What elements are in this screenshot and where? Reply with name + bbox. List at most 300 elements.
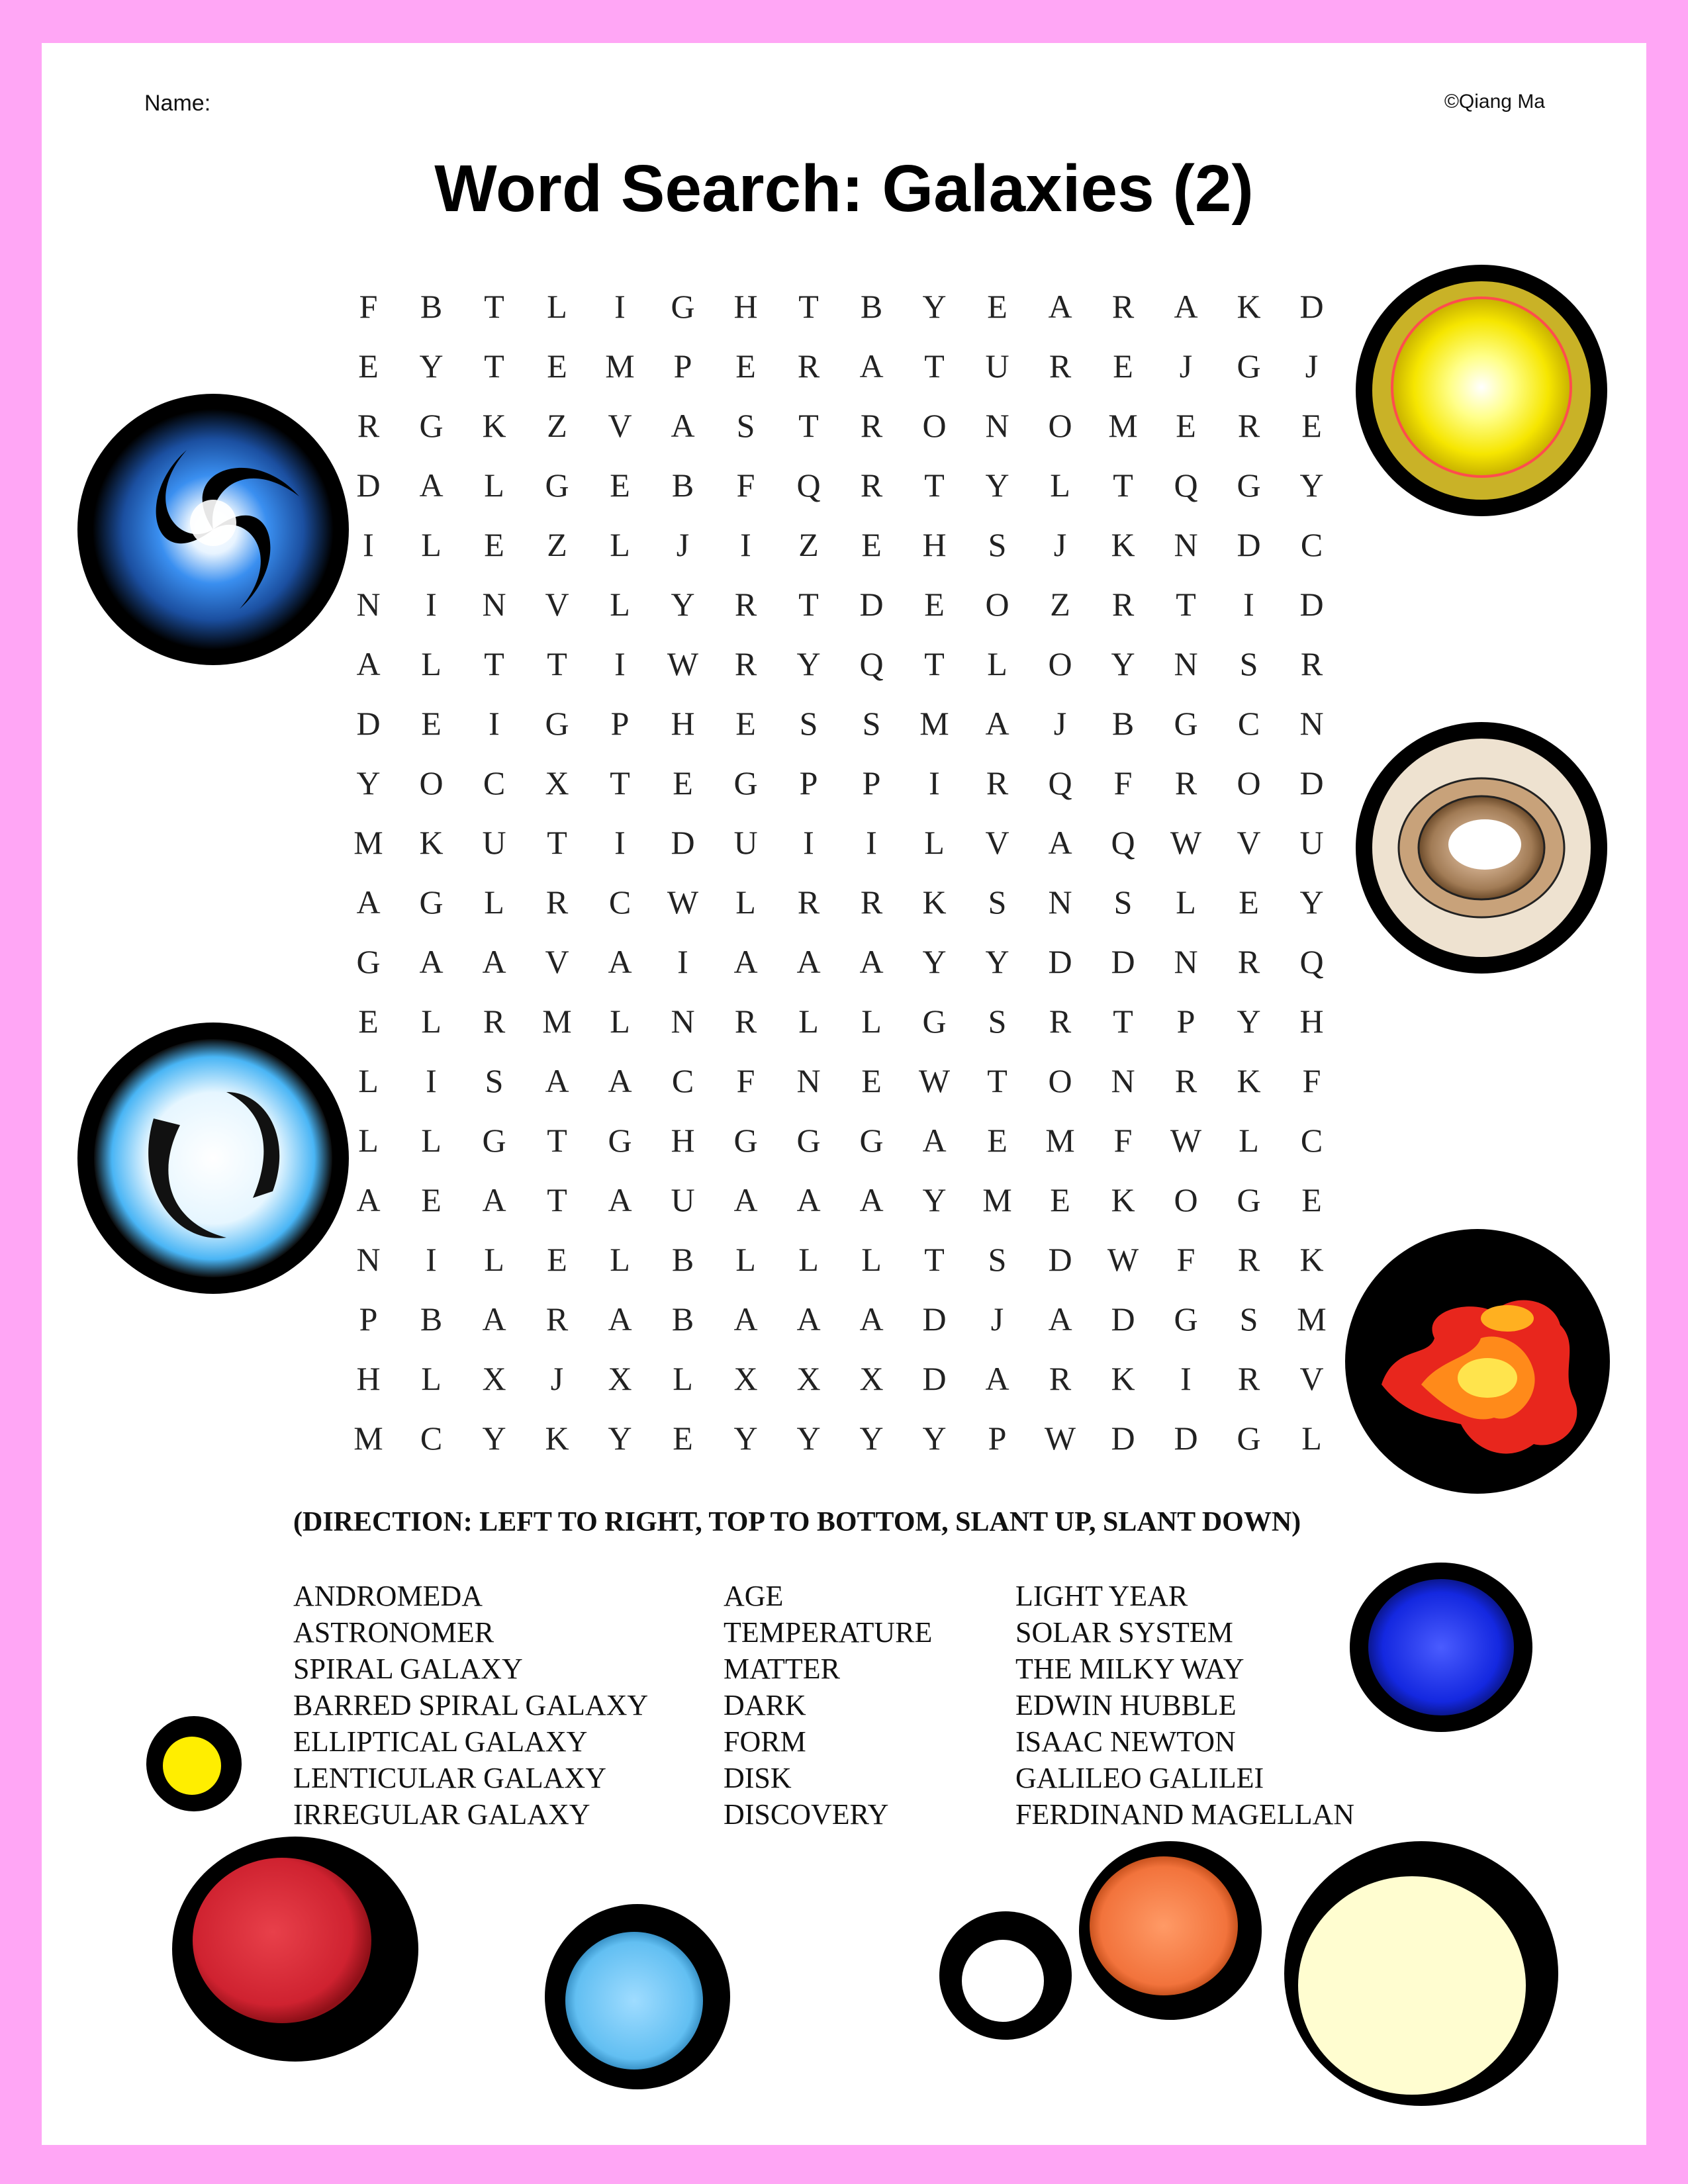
grid-letter: L: [610, 526, 630, 563]
grid-letter: Q: [1299, 943, 1324, 980]
grid-letter: G: [859, 1122, 884, 1159]
grid-letter: G: [796, 1122, 821, 1159]
grid-letter: N: [356, 586, 381, 623]
grid-letter: L: [1239, 1122, 1259, 1159]
grid-letter: H: [733, 288, 758, 325]
grid-letter: Y: [1299, 884, 1324, 921]
grid-letter: K: [922, 884, 947, 921]
grid-letter: S: [988, 1003, 1007, 1040]
grid-letter: D: [1111, 943, 1135, 980]
grid-letter: G: [608, 1122, 632, 1159]
grid-letter: V: [545, 943, 569, 980]
grid-letter: D: [1174, 1420, 1198, 1457]
grid-letter: D: [1048, 1241, 1072, 1278]
word-list-item: DARK: [724, 1689, 806, 1721]
grid-letter: N: [356, 1241, 381, 1278]
grid-letter: L: [610, 1003, 630, 1040]
grid-letter: Y: [356, 764, 381, 801]
grid-letter: H: [671, 1122, 695, 1159]
grid-letter: P: [673, 347, 692, 385]
grid-letter: L: [861, 1003, 882, 1040]
grid-letter: Y: [922, 943, 947, 980]
word-list-item: LIGHT YEAR: [1015, 1580, 1188, 1612]
grid-letter: D: [1299, 586, 1324, 623]
grid-letter: N: [796, 1062, 821, 1099]
grid-letter: X: [859, 1360, 884, 1397]
grid-letter: R: [357, 407, 380, 444]
grid-letter: W: [667, 884, 699, 921]
word-list-item: LENTICULAR GALAXY: [293, 1762, 606, 1794]
grid-letter: E: [987, 1122, 1008, 1159]
grid-letter: Y: [796, 1420, 821, 1457]
grid-letter: G: [1174, 1300, 1198, 1338]
grid-letter: A: [419, 943, 444, 980]
grid-letter: I: [1180, 1360, 1192, 1397]
grid-letter: A: [356, 645, 381, 682]
grid-letter: R: [1237, 1360, 1260, 1397]
grid-letter: J: [550, 1360, 564, 1397]
grid-letter: A: [733, 1181, 758, 1218]
grid-letter: J: [990, 1300, 1004, 1338]
grid-letter: K: [1111, 1181, 1135, 1218]
grid-letter: T: [547, 1122, 567, 1159]
grid-letter: I: [614, 824, 626, 861]
grid-letter: D: [356, 467, 381, 504]
grid-letter: I: [426, 1241, 437, 1278]
grid-letter: T: [924, 467, 945, 504]
lenticular-galaxy-icon: [1352, 719, 1611, 977]
grid-letter: L: [610, 586, 630, 623]
grid-letter: L: [421, 1360, 442, 1397]
grid-letter: B: [671, 1300, 694, 1338]
orange-planet-icon: [1078, 1840, 1263, 2022]
grid-letter: Y: [922, 1420, 947, 1457]
grid-letter: W: [1044, 1420, 1076, 1457]
grid-letter: T: [924, 1241, 945, 1278]
grid-letter: X: [796, 1360, 821, 1397]
grid-letter: A: [1048, 824, 1072, 861]
word-list-item: MATTER: [724, 1653, 840, 1685]
grid-letter: A: [796, 943, 821, 980]
grid-letter: I: [740, 526, 751, 563]
grid-letter: R: [860, 467, 883, 504]
grid-letter: E: [861, 526, 882, 563]
grid-letter: M: [1108, 407, 1138, 444]
grid-letter: G: [545, 467, 569, 504]
grid-letter: N: [1174, 526, 1198, 563]
grid-letter: V: [1237, 824, 1261, 861]
grid-letter: R: [1111, 586, 1135, 623]
grid-letter: L: [484, 1241, 504, 1278]
grid-letter: L: [1050, 467, 1070, 504]
grid-letter: D: [1111, 1420, 1135, 1457]
grid-letter: L: [735, 884, 756, 921]
grid-letter: R: [1049, 1360, 1072, 1397]
grid-letter: N: [1174, 943, 1198, 980]
grid-letter: N: [985, 407, 1009, 444]
grid-letter: S: [1239, 1300, 1258, 1338]
grid-letter: I: [614, 288, 626, 325]
grid-letter: Y: [419, 347, 444, 385]
grid-letter: G: [356, 943, 381, 980]
grid-letter: V: [545, 586, 569, 623]
grid-letter: E: [547, 1241, 567, 1278]
grid-letter: R: [734, 1003, 757, 1040]
grid-letter: E: [1113, 347, 1133, 385]
grid-letter: L: [1176, 884, 1196, 921]
grid-letter: T: [1113, 467, 1133, 504]
grid-letter: L: [798, 1003, 819, 1040]
grid-letter: R: [986, 764, 1009, 801]
grid-letter: O: [1237, 764, 1261, 801]
grid-letter: Y: [1299, 467, 1324, 504]
grid-letter: P: [988, 1420, 1007, 1457]
grid-letter: M: [982, 1181, 1012, 1218]
grid-letter: B: [671, 1241, 694, 1278]
grid-letter: Y: [1237, 1003, 1261, 1040]
grid-letter: A: [545, 1062, 569, 1099]
word-list-item: SPIRAL GALAXY: [293, 1653, 523, 1685]
grid-letter: U: [482, 824, 506, 861]
grid-letter: W: [918, 1062, 951, 1099]
grid-letter: D: [356, 705, 381, 742]
word-list-item: AGE: [724, 1580, 784, 1612]
grid-letter: L: [421, 526, 442, 563]
grid-letter: I: [929, 764, 940, 801]
grid-letter: J: [1305, 347, 1319, 385]
grid-letter: K: [1111, 526, 1135, 563]
grid-letter: A: [733, 943, 758, 980]
grid-letter: I: [1243, 586, 1254, 623]
grid-letter: U: [985, 347, 1009, 385]
grid-letter: T: [547, 824, 567, 861]
grid-letter: U: [1299, 824, 1324, 861]
grid-letter: E: [610, 467, 630, 504]
spiral-galaxy-icon: [74, 390, 352, 668]
grid-letter: A: [1048, 1300, 1072, 1338]
grid-letter: A: [671, 407, 695, 444]
grid-letter: J: [1053, 526, 1067, 563]
yellow-sun-icon: [1352, 261, 1611, 520]
grid-letter: P: [799, 764, 818, 801]
grid-letter: R: [860, 407, 883, 444]
grid-letter: O: [419, 764, 444, 801]
grid-letter: F: [1176, 1241, 1196, 1278]
grid-letter: E: [484, 526, 504, 563]
grid-letter: N: [1299, 705, 1324, 742]
grid-letter: F: [359, 288, 378, 325]
grid-letter: Y: [608, 1420, 632, 1457]
grid-letter: C: [1237, 705, 1260, 742]
grid-letter: C: [608, 884, 632, 921]
grid-letter: L: [421, 1122, 442, 1159]
grid-letter: G: [419, 407, 444, 444]
grid-letter: T: [798, 288, 819, 325]
grid-letter: U: [671, 1181, 695, 1218]
grid-letter: G: [1174, 705, 1198, 742]
grid-letter: O: [1048, 645, 1072, 682]
grid-letter: Q: [1174, 467, 1198, 504]
grid-letter: T: [484, 347, 504, 385]
grid-letter: R: [797, 884, 820, 921]
word-list-item: FERDINAND MAGELLAN: [1015, 1798, 1355, 1831]
word-list-item: ELLIPTICAL GALAXY: [293, 1725, 588, 1758]
grid-letter: T: [924, 347, 945, 385]
word-list-item: ISAAC NEWTON: [1015, 1725, 1236, 1758]
grid-letter: S: [988, 1241, 1007, 1278]
grid-letter: T: [610, 764, 630, 801]
grid-letter: D: [1237, 526, 1261, 563]
word-list-item: DISK: [724, 1762, 792, 1794]
copyright-text: ©Qiang Ma: [1444, 91, 1545, 113]
word-list-item: TEMPERATURE: [724, 1616, 933, 1649]
grid-letter: E: [673, 764, 693, 801]
word-list-item: ASTRONOMER: [293, 1616, 494, 1649]
grid-letter: T: [547, 645, 567, 682]
grid-letter: E: [547, 347, 567, 385]
grid-letter: R: [545, 1300, 569, 1338]
grid-letter: V: [985, 824, 1009, 861]
word-list-item: THE MILKY WAY: [1015, 1653, 1244, 1685]
grid-letter: N: [1174, 645, 1198, 682]
grid-letter: I: [426, 1062, 437, 1099]
grid-letter: D: [1111, 1300, 1135, 1338]
grid-letter: Y: [859, 1420, 884, 1457]
grid-letter: A: [419, 467, 444, 504]
grid-letter: X: [545, 764, 569, 801]
grid-letter: E: [421, 705, 442, 742]
grid-letter: M: [1045, 1122, 1075, 1159]
grid-letter: P: [1176, 1003, 1196, 1040]
grid-letter: U: [733, 824, 758, 861]
grid-letter: A: [733, 1300, 758, 1338]
grid-letter: Y: [985, 467, 1009, 504]
grid-letter: A: [796, 1300, 821, 1338]
grid-letter: W: [667, 645, 699, 682]
grid-letter: P: [862, 764, 881, 801]
grid-letter: Y: [482, 1420, 506, 1457]
grid-letter: P: [610, 705, 630, 742]
grid-letter: Z: [1050, 586, 1070, 623]
grid-letter: A: [482, 1181, 506, 1218]
grid-letter: F: [736, 467, 755, 504]
grid-letter: D: [1299, 764, 1324, 801]
grid-letter: S: [988, 884, 1007, 921]
grid-letter: A: [356, 884, 381, 921]
grid-letter: T: [798, 586, 819, 623]
grid-letter: I: [426, 586, 437, 623]
grid-letter: Y: [1111, 645, 1135, 682]
grid-letter: M: [353, 824, 383, 861]
grid-letter: E: [1301, 407, 1322, 444]
grid-letter: A: [1048, 288, 1072, 325]
grid-letter: A: [922, 1122, 947, 1159]
grid-letter: G: [419, 884, 444, 921]
grid-letter: I: [489, 705, 500, 742]
grid-letter: F: [1302, 1062, 1321, 1099]
cream-planet-icon: [1282, 1840, 1560, 2108]
grid-letter: A: [985, 1360, 1009, 1397]
grid-letter: J: [1179, 347, 1193, 385]
word-search-grid: [337, 277, 1343, 1468]
grid-letter: A: [482, 943, 506, 980]
grid-letter: E: [987, 288, 1008, 325]
grid-letter: B: [671, 467, 694, 504]
grid-letter: G: [733, 764, 758, 801]
grid-letter: S: [736, 407, 755, 444]
grid-letter: E: [358, 1003, 379, 1040]
grid-letter: W: [1170, 824, 1202, 861]
grid-letter: R: [545, 884, 569, 921]
grid-letter: I: [677, 943, 688, 980]
grid-letter: Z: [547, 407, 567, 444]
grid-letter: B: [420, 1300, 443, 1338]
grid-letter: D: [1048, 943, 1072, 980]
grid-letter: I: [803, 824, 814, 861]
word-list-item: DISCOVERY: [724, 1798, 889, 1831]
grid-letter: M: [353, 1420, 383, 1457]
grid-letter: G: [545, 705, 569, 742]
grid-letter: E: [735, 347, 756, 385]
grid-letter: F: [1113, 764, 1133, 801]
grid-letter: M: [919, 705, 949, 742]
grid-letter: H: [671, 705, 695, 742]
grid-letter: F: [736, 1062, 755, 1099]
grid-letter: M: [542, 1003, 572, 1040]
grid-letter: O: [985, 586, 1009, 623]
grid-letter: L: [861, 1241, 882, 1278]
grid-letter: T: [798, 407, 819, 444]
grid-letter: S: [988, 526, 1007, 563]
grid-letter: T: [484, 645, 504, 682]
grid-letter: B: [860, 288, 883, 325]
grid-letter: A: [482, 1300, 506, 1338]
grid-letter: S: [485, 1062, 504, 1099]
grid-letter: L: [358, 1062, 379, 1099]
grid-letter: N: [1048, 884, 1072, 921]
grid-letter: L: [673, 1360, 693, 1397]
grid-letter: A: [608, 1181, 632, 1218]
grid-letter: T: [484, 288, 504, 325]
grid-letter: G: [482, 1122, 506, 1159]
word-list-item: BARRED SPIRAL GALAXY: [293, 1689, 649, 1721]
grid-letter: O: [1048, 407, 1072, 444]
grid-letter: G: [922, 1003, 947, 1040]
grid-letter: R: [1237, 407, 1260, 444]
grid-letter: K: [1237, 1062, 1261, 1099]
grid-letter: D: [922, 1360, 947, 1397]
grid-letter: L: [987, 645, 1008, 682]
grid-letter: E: [861, 1062, 882, 1099]
grid-letter: A: [859, 347, 884, 385]
grid-letter: P: [359, 1300, 378, 1338]
grid-letter: H: [922, 526, 947, 563]
grid-letter: R: [734, 586, 757, 623]
grid-letter: Y: [922, 288, 947, 325]
grid-letter: Z: [798, 526, 819, 563]
grid-letter: A: [859, 1300, 884, 1338]
grid-letter: G: [1237, 1420, 1261, 1457]
grid-letter: A: [608, 1300, 632, 1338]
grid-letter: E: [1301, 1181, 1322, 1218]
grid-letter: T: [547, 1181, 567, 1218]
grid-letter: R: [1237, 1241, 1260, 1278]
grid-letter: O: [1048, 1062, 1072, 1099]
grid-letter: H: [1299, 1003, 1324, 1040]
grid-letter: I: [614, 645, 626, 682]
irregular-galaxy-icon: [1342, 1226, 1613, 1497]
grid-letter: L: [547, 288, 567, 325]
grid-letter: C: [1300, 526, 1323, 563]
grid-letter: F: [1113, 1122, 1133, 1159]
grid-letter: A: [608, 1062, 632, 1099]
grid-letter: Y: [922, 1181, 947, 1218]
grid-letter: A: [985, 705, 1009, 742]
grid-letter: K: [419, 824, 444, 861]
direction-text: (DIRECTION: LEFT TO RIGHT, TOP TO BOTTOM, SLANT UP, SLANT DOWN): [293, 1507, 1301, 1537]
grid-letter: E: [924, 586, 945, 623]
grid-letter: R: [1174, 1062, 1197, 1099]
grid-letter: K: [482, 407, 506, 444]
grid-letter: C: [671, 1062, 694, 1099]
grid-letter: A: [859, 943, 884, 980]
word-list-item: FORM: [724, 1725, 806, 1758]
grid-letter: Q: [1111, 824, 1135, 861]
grid-letter: S: [799, 705, 818, 742]
name-label: Name:: [144, 91, 211, 116]
grid-letter: V: [608, 407, 632, 444]
grid-letter: E: [421, 1181, 442, 1218]
grid-letter: L: [735, 1241, 756, 1278]
word-list-item: IRREGULAR GALAXY: [293, 1798, 590, 1831]
grid-letter: R: [1300, 645, 1323, 682]
elliptical-galaxy-icon: [74, 1019, 352, 1297]
grid-letter: R: [860, 884, 883, 921]
grid-letter: M: [1297, 1300, 1327, 1338]
grid-letter: C: [483, 764, 506, 801]
page-title: Word Search: Galaxies (2): [434, 152, 1254, 226]
grid-letter: K: [1237, 288, 1261, 325]
grid-letter: N: [482, 586, 506, 623]
grid-letter: E: [1050, 1181, 1070, 1218]
grid-letter: A: [796, 1181, 821, 1218]
word-list-item: GALILEO GALILEI: [1015, 1762, 1264, 1794]
grid-letter: T: [1176, 586, 1196, 623]
grid-letter: R: [1049, 1003, 1072, 1040]
grid-letter: W: [1170, 1122, 1202, 1159]
word-list-column-3: [1015, 1578, 1354, 1833]
grid-letter: C: [420, 1420, 443, 1457]
grid-letter: Y: [733, 1420, 758, 1457]
word-list-column-1: [293, 1578, 648, 1833]
grid-letter: Y: [671, 586, 695, 623]
grid-letter: N: [671, 1003, 695, 1040]
grid-letter: L: [798, 1241, 819, 1278]
grid-letter: K: [1111, 1360, 1135, 1397]
grid-letter: S: [1113, 884, 1133, 921]
grid-letter: E: [1176, 407, 1196, 444]
grid-letter: L: [1301, 1420, 1322, 1457]
grid-letter: W: [1107, 1241, 1139, 1278]
grid-letter: Q: [859, 645, 884, 682]
grid-letter: D: [671, 824, 695, 861]
grid-letter: T: [987, 1062, 1008, 1099]
grid-letter: E: [673, 1420, 693, 1457]
grid-letter: Y: [796, 645, 821, 682]
grid-letter: I: [363, 526, 374, 563]
grid-letter: X: [733, 1360, 758, 1397]
grid-letter: A: [1174, 288, 1198, 325]
